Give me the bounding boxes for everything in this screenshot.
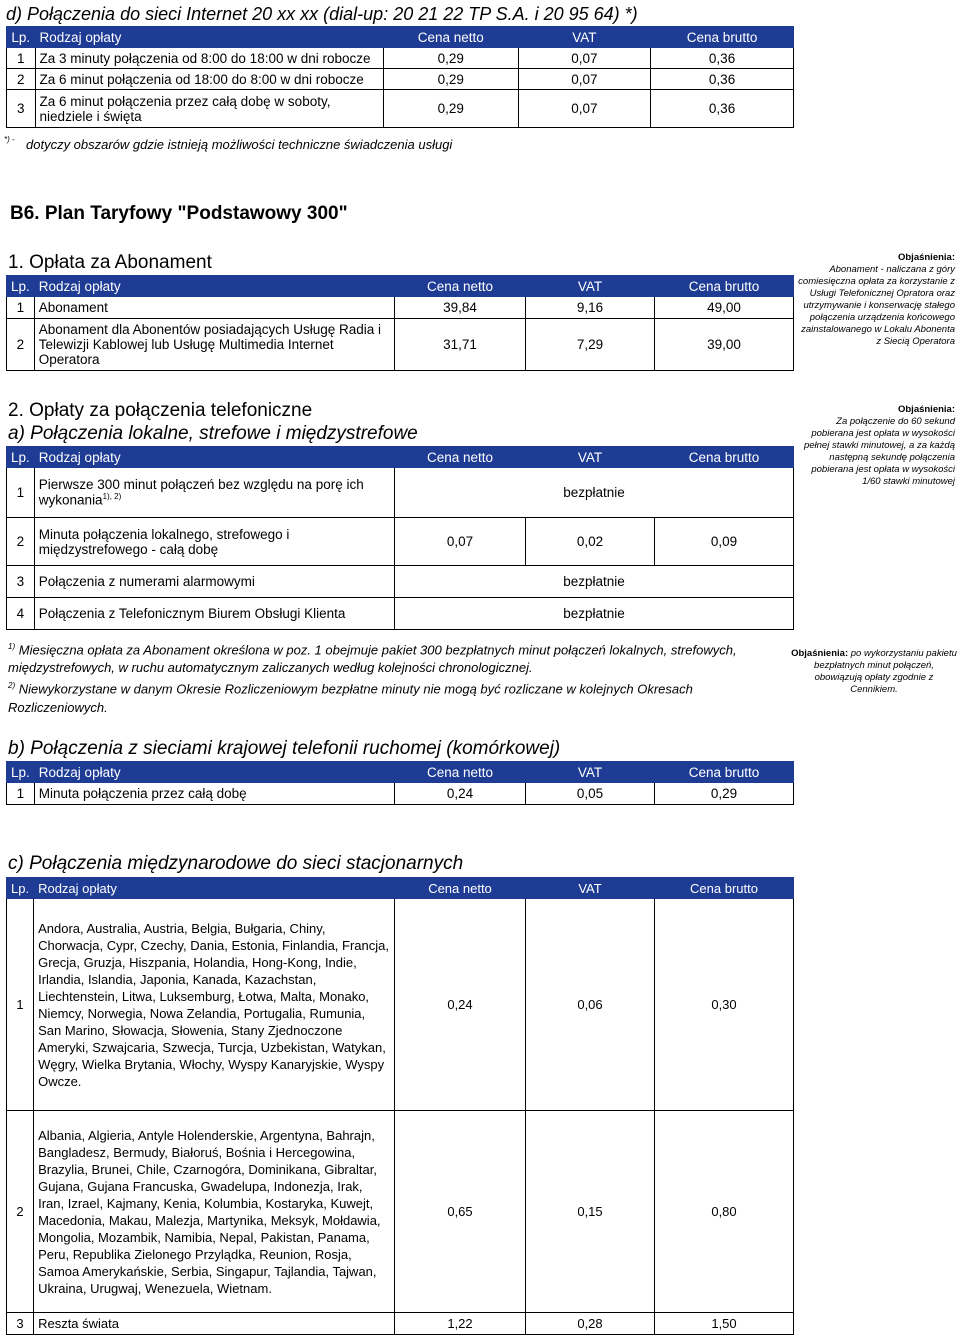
row-brutto: 0,36 (651, 48, 794, 69)
footnote-text: dotyczy obszarów gdzie istnieją możliwości techniczne świadczenia usługi (26, 137, 453, 152)
row-desc: Andora, Australia, Austria, Belgia, Bułgaria, Chiny, Chorwacja, Cypr, Czechy, Dania, Estonia, Finlandia, Francja, Grecja, Gruzja, Hiszpania, Holandia, Hong-Kong, Indie, Irlandia, Islandia, Japonia, Kanada, Kazachstan, Liechtenstein, Litwa, Luksemburg, Łotwa, Malta, Monako, Niemcy, Norwegia, Nowa Zelandia, Portugalia, Rumunia, San Marino, Słowacja, Słowenia, Stany Zjednoczone Ameryki, Szwajcaria, Szwecja, Turcja, Uzbekistan, Watykan, Węgry, Wielka Brytania, Włochy, Wyspy Kanaryjskie, Wyspy Owcze. (34, 899, 395, 1111)
row-desc: Minuta połączenia lokalnego, strefowego i międzystrefowego - całą dobę (34, 518, 394, 566)
table-header (7, 27, 794, 48)
row-lp: 2 (7, 69, 36, 90)
table-header (7, 276, 794, 297)
side-note-1 (795, 252, 955, 348)
row-lp: 1 (7, 899, 34, 1111)
side-note-title: Objaśnienia: (897, 404, 955, 415)
row-vat: 0,07 (518, 90, 651, 128)
row-brutto: 0,80 (655, 1111, 794, 1313)
col-type: Rodzaj opłaty (35, 27, 383, 48)
row-netto: 0,29 (383, 90, 518, 128)
row-desc: Za 6 minut połączenia od 18:00 do 8:00 w dni robocze (35, 69, 383, 90)
row-lp: 3 (7, 90, 36, 128)
table-row (7, 48, 794, 69)
col-netto: Cena netto (395, 878, 526, 899)
footnote-1: Miesięczna opłata za Abonament określona w poz. 1 obejmuje pakiet 300 bezpłatnych minut połączeń lokalnych, strefowych, międzystrefowych, w ruchu automatycznym zaliczanych według kolejności chronologicznej. (8, 642, 737, 676)
col-lp: Lp. (7, 878, 34, 899)
section-d-title: d) Połączenia do sieci Internet 20 xx xx (dial-up: 20 21 22 TP S.A. i 20 95 64) *) (6, 4, 638, 24)
row-lp: 2 (7, 1111, 34, 1313)
row-brutto: 0,36 (651, 69, 794, 90)
table-row (7, 783, 794, 805)
row-brutto: 0,29 (655, 783, 794, 805)
col-type: Rodzaj opłaty (34, 762, 394, 783)
row-lp: 3 (7, 566, 35, 598)
table-row (7, 598, 794, 630)
row-vat: 0,07 (518, 48, 651, 69)
side-note-3 (790, 648, 958, 696)
row-lp: 1 (7, 297, 35, 319)
internet-table (6, 26, 794, 128)
col-netto: Cena netto (395, 762, 526, 783)
row-desc (34, 468, 394, 518)
row-desc: Albania, Algieria, Antyle Holenderskie, Argentyna, Bahrajn, Bangladesz, Bermudy, Białoruś, Bośnia i Hercegowina, Brazylia, Brunei, Chile, Czarnogóra, Dominikana, Gibraltar, Gujana, Gujana Francuska, Gwadelupa, Indonezja, Irak, Iran, Izrael, Kajmany, Kenia, Kolumbia, Kostaryka, Kuwejt, Macedonia, Makau, Malezja, Martynika, Meksyk, Mołdawia, Mongolia, Mozambik, Namibia, Nepal, Pakistan, Panama, Peru, Republika Zielonego Przylądka, Reunion, Rosja, Samoa Amerykańskie, Serbia, Singapur, Tajlandia, Tajwan, Ukraina, Urugwaj, Wenezuela, Wietnam. (34, 1111, 395, 1313)
table-row (7, 90, 794, 128)
row-desc: Za 6 minut połączenia przez całą dobę w soboty, niedziele i święta (35, 90, 383, 128)
table-row (7, 69, 794, 90)
side-note-2 (795, 404, 955, 488)
table-header (7, 447, 794, 468)
row-vat: 0,15 (526, 1111, 655, 1313)
col-netto: Cena netto (383, 27, 518, 48)
plan-title: B6. Plan Taryfowy "Podstawowy 300" (10, 203, 348, 224)
table-row (7, 566, 794, 598)
col-type: Rodzaj opłaty (34, 276, 394, 297)
row-lp: 1 (7, 468, 35, 518)
col-vat: VAT (518, 27, 651, 48)
row-vat: 0,02 (526, 518, 655, 566)
mobile-calls-table (6, 761, 794, 805)
col-brutto: Cena brutto (655, 276, 794, 297)
row-brutto: 39,00 (655, 319, 794, 371)
row-desc: Za 3 minuty połączenia od 8:00 do 18:00 w dni robocze (35, 48, 383, 69)
table-row (7, 1313, 794, 1335)
col-netto: Cena netto (395, 276, 526, 297)
row-free: bezpłatnie (395, 468, 794, 518)
col-lp: Lp. (7, 447, 35, 468)
row-netto: 0,29 (383, 69, 518, 90)
col-lp: Lp. (7, 276, 35, 297)
section-2a-title: a) Połączenia lokalne, strefowe i międzystrefowe (8, 423, 418, 444)
col-brutto: Cena brutto (655, 447, 794, 468)
side-note-text: po wykorzystaniu pakietu bezpłatnych minut połączeń, obowiązują opłaty zgodnie z Cennikiem. (814, 648, 957, 695)
footnotes (8, 638, 788, 717)
section-c-title: c) Połączenia międzynarodowe do sieci stacjonarnych (8, 853, 464, 874)
col-lp: Lp. (7, 762, 35, 783)
table-row (7, 899, 794, 1111)
table-row (7, 1111, 794, 1313)
col-brutto: Cena brutto (651, 27, 794, 48)
table-row (7, 468, 794, 518)
table-header (7, 878, 794, 899)
row-netto: 31,71 (395, 319, 526, 371)
col-vat: VAT (526, 878, 655, 899)
row-brutto: 0,09 (655, 518, 794, 566)
footnote-2-mark: 2) (8, 681, 16, 691)
row-netto: 0,24 (395, 899, 526, 1111)
row-netto: 1,22 (395, 1313, 526, 1335)
section-1-title: 1. Opłata za Abonament (8, 252, 212, 273)
table-row (7, 297, 794, 319)
row-brutto: 0,30 (655, 899, 794, 1111)
subscription-table (6, 275, 794, 371)
row-free: bezpłatnie (395, 566, 794, 598)
side-note-text: Abonament - naliczana z góry comiesięczna opłata za korzystanie z Usługi Telefonicznej Opratora oraz utrzymywanie i konserwację stałego połączenia urządzenia końcowego zainstalowanego w Lokalu Abonenta z Siecią Operatora (798, 264, 955, 347)
row-vat: 0,28 (526, 1313, 655, 1335)
row-vat: 7,29 (526, 319, 655, 371)
table-row (7, 319, 794, 371)
row-vat: 9,16 (526, 297, 655, 319)
row-lp: 3 (7, 1313, 34, 1335)
row-desc: Połączenia z numerami alarmowymi (34, 566, 394, 598)
row-vat: 0,05 (526, 783, 655, 805)
side-note-title: Objaśnienia: (897, 252, 955, 263)
col-vat: VAT (526, 762, 655, 783)
section-b-title: b) Połączenia z sieciami krajowej telefonii ruchomej (komórkowej) (8, 738, 561, 759)
row-brutto: 0,36 (651, 90, 794, 128)
row-brutto: 49,00 (655, 297, 794, 319)
local-calls-table (6, 446, 794, 630)
row-desc: Reszta świata (34, 1313, 395, 1335)
col-brutto: Cena brutto (655, 878, 794, 899)
col-type: Rodzaj opłaty (34, 447, 394, 468)
row-lp: 2 (7, 319, 35, 371)
row-desc: Abonament (34, 297, 394, 319)
footnote-mark: *) - (4, 135, 15, 144)
row-netto: 0,07 (395, 518, 526, 566)
row-vat: 0,06 (526, 899, 655, 1111)
side-note-title: Objaśnienia: (791, 648, 849, 659)
row-desc: Abonament dla Abonentów posiadających Usługę Radia i Telewizji Kablowej lub Usługę Multimedia Internet Operatora (34, 319, 394, 371)
row-desc: Połączenia z Telefonicznym Biurem Obsługi Klienta (34, 598, 394, 630)
row-lp: 1 (7, 783, 35, 805)
row-desc: Minuta połączenia przez całą dobę (34, 783, 394, 805)
footnote-1-mark: 1) (8, 642, 16, 651)
section-2-title: 2. Opłaty za połączenia telefoniczne (8, 400, 313, 421)
footnote-2: Niewykorzystane w danym Okresie Rozliczeniowym bezpłatne minuty nie mogą być rozliczane w kolejnych Okresach Rozliczeniowych. (8, 681, 693, 715)
row-lp: 4 (7, 598, 35, 630)
row-footnote-ref: 1), 2) (102, 492, 122, 502)
row-netto: 39,84 (395, 297, 526, 319)
row-netto: 0,65 (395, 1111, 526, 1313)
row-free: bezpłatnie (395, 598, 794, 630)
international-calls-table (6, 877, 794, 1335)
col-type: Rodzaj opłaty (34, 878, 395, 899)
table-header (7, 762, 794, 783)
table-row (7, 518, 794, 566)
row-lp: 2 (7, 518, 35, 566)
row-vat: 0,07 (518, 69, 651, 90)
col-vat: VAT (526, 447, 655, 468)
side-note-text: Za połączenie do 60 sekund pobierana jest opłata w wysokości pełnej stawki minutowej, a za każdą następną sekundę połączenia pobierana jest opłata w wysokości 1/60 stawki minutowej (803, 416, 955, 487)
col-brutto: Cena brutto (655, 762, 794, 783)
row-netto: 0,29 (383, 48, 518, 69)
row-netto: 0,24 (395, 783, 526, 805)
col-netto: Cena netto (395, 447, 526, 468)
col-lp: Lp. (7, 27, 36, 48)
col-vat: VAT (526, 276, 655, 297)
row-desc-text: Pierwsze 300 minut połączeń bez względu na porę ich wykonania (38, 477, 364, 508)
row-brutto: 1,50 (655, 1313, 794, 1335)
row-lp: 1 (7, 48, 36, 69)
